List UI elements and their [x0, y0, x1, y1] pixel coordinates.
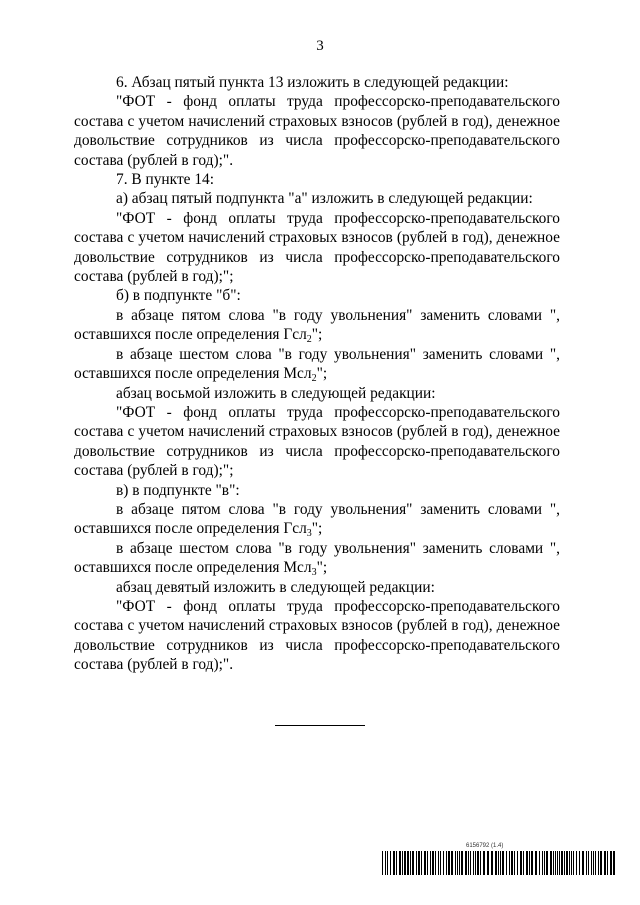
barcode-bar	[404, 851, 406, 875]
barcode-bar	[430, 851, 431, 875]
paragraph	[74, 73, 560, 92]
barcode-bar	[455, 851, 456, 875]
barcode-bar	[544, 851, 545, 875]
page-number: 3	[316, 38, 324, 54]
barcode-bar	[561, 851, 563, 875]
paragraph	[74, 209, 560, 287]
barcode-bar	[500, 851, 501, 875]
barcode-bar	[553, 851, 554, 875]
barcode-bar	[591, 851, 592, 875]
paragraph-text: "ФОТ - фонд оплаты труда профессорско-преподавательского состава с учетом начислений страховых взносов (рублей в год), денежное довольствие сотрудников из числа профессорско-преподавательского состава (рублей в год);".	[74, 93, 560, 169]
barcode-bar	[459, 851, 460, 875]
barcode-bar	[550, 851, 552, 875]
barcode-bar	[610, 851, 612, 875]
separator-line	[275, 725, 365, 726]
barcode-bar	[579, 851, 580, 875]
barcode-bar	[443, 851, 444, 875]
subscript: 2	[311, 373, 317, 385]
barcode-bar	[387, 851, 388, 875]
barcode-bar	[600, 851, 602, 875]
paragraph-text: "ФОТ - фонд оплаты труда профессорско-преподавательского состава с учетом начислений страховых взносов (рублей в год), денежное довольствие сотрудников из числа профессорско-преподавательского состава (рублей в год);".	[74, 597, 560, 674]
barcode-bar	[477, 851, 479, 875]
barcode-bar	[535, 851, 537, 875]
barcode-bar	[509, 851, 510, 875]
barcode-bar	[440, 851, 441, 875]
barcode-bar	[523, 851, 524, 875]
barcode-bar	[382, 851, 383, 875]
barcode-bar	[385, 851, 386, 875]
paragraph	[74, 345, 560, 384]
paragraph	[74, 539, 560, 578]
barcode-bar	[465, 851, 467, 875]
barcode-bar	[576, 851, 577, 875]
barcode-bar	[586, 851, 587, 875]
barcode-bar	[542, 851, 543, 875]
document-code: 6156792 (1.4)	[466, 843, 504, 849]
barcode-bar	[473, 851, 474, 875]
paragraph	[74, 306, 560, 345]
paragraph	[74, 189, 560, 208]
barcode-bar	[491, 851, 493, 875]
paragraph	[74, 403, 560, 481]
barcode-bar	[559, 851, 560, 875]
barcode-bar	[557, 851, 558, 875]
paragraph-text: в) в подпункте "в":	[116, 481, 240, 499]
paragraph-text: 6. Абзац пятый пункта 13 изложить в следующей редакции:	[116, 74, 509, 91]
barcode-bar	[566, 851, 568, 875]
paragraph-text: в абзаце пятом слова "в году увольнения" заменить словами ", оставшихся после определения Гсл	[74, 306, 560, 344]
barcode-bar	[418, 851, 420, 875]
barcode-bar	[588, 851, 589, 875]
barcode-bar	[435, 851, 436, 875]
barcode-bar	[480, 851, 481, 875]
paragraph-tail: ";	[311, 326, 323, 344]
barcode-bar	[607, 851, 608, 875]
barcode-bar	[598, 851, 599, 875]
barcode-bar	[407, 851, 409, 875]
paragraph	[74, 500, 560, 539]
barcode-bar	[495, 851, 497, 875]
barcode-bar	[520, 851, 522, 875]
barcode-bar	[529, 851, 530, 875]
barcode-bar	[613, 851, 615, 875]
paragraph-text: в абзаце шестом слова "в году увольнения" заменить словами ", оставшихся после определения Мсл	[74, 539, 560, 577]
paragraph-tail: ";	[316, 365, 328, 383]
barcode-bar	[511, 851, 513, 875]
barcode-bar	[402, 851, 403, 875]
barcode-bar	[483, 851, 485, 875]
barcode-bar	[390, 851, 391, 875]
barcode-bar	[475, 851, 476, 875]
paragraph	[74, 170, 560, 189]
paragraph-tail: ";	[311, 520, 323, 538]
paragraph	[74, 578, 560, 597]
paragraph	[74, 597, 560, 675]
barcode-bar	[582, 851, 584, 875]
paragraph-text: 7. В пункте 14:	[116, 171, 215, 189]
paragraph-text: а) абзац пятый подпункта "а" изложить в следующей редакции:	[116, 190, 533, 208]
barcode-bar	[470, 851, 471, 875]
subscript: 3	[311, 567, 317, 579]
barcode-bar	[571, 851, 572, 875]
paragraph-text: б) в подпункте "б":	[116, 287, 241, 305]
barcode-bar	[427, 851, 428, 875]
barcode-bar	[526, 851, 528, 875]
barcode-bar	[498, 851, 499, 875]
paragraph-text: "ФОТ - фонд оплаты труда профессорско-преподавательского состава с учетом начислений страховых взносов (рублей в год), денежное довольствие сотрудников из числа профессорско-преподавательского состава (рублей в год);";	[74, 403, 560, 480]
barcode-bar	[393, 851, 395, 875]
barcode-bar	[593, 851, 594, 875]
barcode-bar	[555, 851, 556, 875]
paragraph	[74, 92, 560, 170]
paragraph-text: "ФОТ - фонд оплаты труда профессорско-преподавательского состава с учетом начислений страховых взносов (рублей в год), денежное довольствие сотрудников из числа профессорско-преподавательского состава (рублей в год);";	[74, 209, 560, 286]
paragraph-text: абзац восьмой изложить в следующей редакции:	[116, 384, 436, 402]
barcode	[382, 851, 615, 875]
barcode-bar	[573, 851, 574, 875]
barcode-bar	[604, 851, 606, 875]
barcode-bar	[410, 851, 411, 875]
subscript: 3	[306, 528, 312, 540]
barcode-bar	[502, 851, 504, 875]
barcode-bar	[416, 851, 417, 875]
barcode-bar	[487, 851, 489, 875]
subscript: 2	[306, 334, 312, 346]
barcode-bar	[595, 851, 596, 875]
barcode-bar	[412, 851, 414, 875]
barcode-bar	[421, 851, 422, 875]
barcode-bar	[438, 851, 439, 875]
paragraph-text: абзац девятый изложить в следующей редакции:	[116, 578, 435, 596]
barcode-bar	[468, 851, 469, 875]
barcode-bar	[569, 851, 570, 875]
barcode-bar	[457, 851, 458, 875]
barcode-bar	[531, 851, 533, 875]
barcode-bar	[424, 851, 426, 875]
barcode-bar	[451, 851, 453, 875]
barcode-bar	[448, 851, 450, 875]
barcode-bar	[564, 851, 565, 875]
barcode-bar	[506, 851, 507, 875]
barcode-bar	[539, 851, 540, 875]
barcode-bar	[461, 851, 463, 875]
barcode-bar	[446, 851, 447, 875]
barcode-bar	[399, 851, 401, 875]
barcode-bar	[514, 851, 515, 875]
document-body	[74, 73, 560, 675]
paragraph-text: в абзаце пятом слова "в году увольнения" заменить словами ", оставшихся после определения Гсл	[74, 500, 560, 538]
barcode-bar	[432, 851, 434, 875]
paragraph-text: в абзаце шестом слова "в году увольнения" заменить словами ", оставшихся после определения Мсл	[74, 345, 560, 383]
barcode-bar	[546, 851, 548, 875]
paragraph	[74, 384, 560, 403]
paragraph	[74, 481, 560, 500]
paragraph-tail: ";	[316, 559, 328, 577]
barcode-bar	[517, 851, 518, 875]
paragraph	[74, 286, 560, 305]
barcode-bar	[396, 851, 397, 875]
